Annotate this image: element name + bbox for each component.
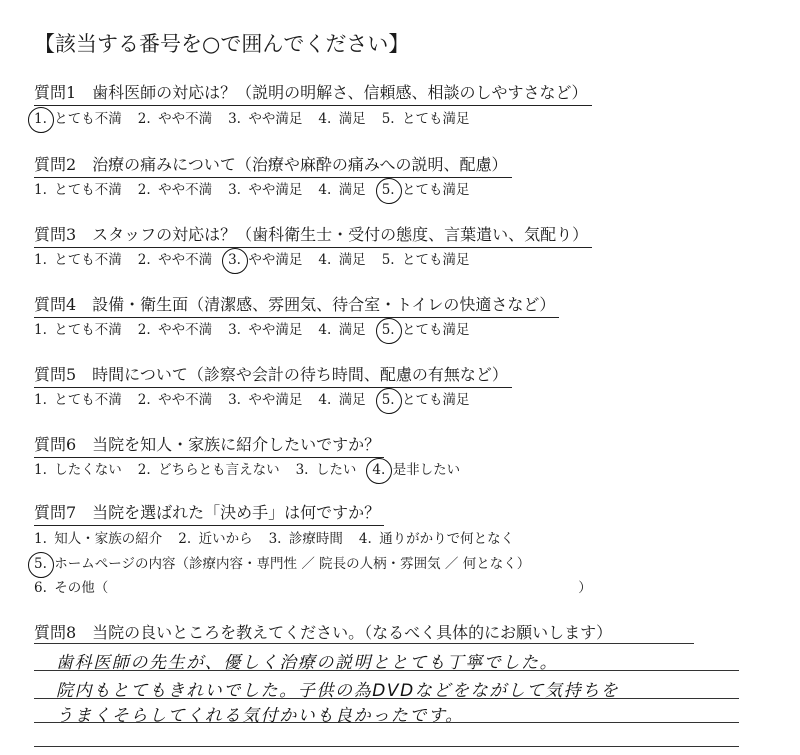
q5-option-5[interactable]: [382, 388, 470, 408]
q2-option-1[interactable]: [34, 178, 122, 198]
q1-option-3-number: 3.: [228, 111, 241, 127]
handwritten-answer-line-3: うまくそらしてくれる気付かいも良かったです。: [56, 706, 464, 726]
question-1-options: [34, 107, 485, 127]
q4-option-1[interactable]: [34, 318, 122, 338]
q4-option-4[interactable]: [318, 318, 365, 338]
q7-option-6-number: 6.: [34, 580, 47, 596]
q6-option-1[interactable]: [34, 458, 122, 478]
q5-option-2-label: やや不満: [158, 392, 213, 408]
q3-option-2-number: 2.: [137, 252, 151, 268]
q5-option-5-label: とても満足: [401, 392, 470, 408]
q5-option-1[interactable]: [34, 388, 122, 408]
q4-option-3[interactable]: [228, 318, 302, 338]
q3-option-2[interactable]: [138, 248, 212, 268]
q2-option-5[interactable]: [382, 178, 470, 198]
q2-option-3-label: やや満足: [248, 182, 303, 198]
q3-option-4[interactable]: [318, 248, 365, 268]
q7-option-3[interactable]: [269, 527, 343, 547]
q2-option-5-number: 5.: [382, 182, 398, 198]
answer-rule-5: [34, 746, 739, 747]
q5-option-4-label: 満足: [338, 392, 366, 408]
q1-option-1[interactable]: [34, 107, 122, 127]
q4-option-2[interactable]: [138, 318, 212, 338]
q2-option-3[interactable]: [228, 178, 302, 198]
q5-option-4[interactable]: [318, 388, 365, 408]
q1-option-3-label: やや満足: [248, 111, 303, 127]
answer-rule-1: [34, 643, 694, 644]
question-2-options: [34, 178, 485, 198]
q3-option-1-label: とても不満: [54, 252, 122, 268]
q7-option-6-close-paren: ）: [578, 580, 592, 596]
q3-option-5-number: 5.: [381, 252, 395, 268]
q6-option-3-label: したい: [315, 462, 357, 478]
question-4-heading: 質問4 設備・衛生面（清潔感、雰囲気、待合室・トイレの快適さなど）: [34, 292, 559, 318]
q2-option-1-label: とても不満: [54, 182, 122, 198]
q1-option-4-number: 4.: [318, 111, 332, 127]
q7-option-3-number: 3.: [268, 531, 282, 547]
q5-option-1-number: 1.: [34, 392, 47, 408]
q4-option-5-number: 5.: [382, 322, 398, 338]
question-5-options: [34, 388, 485, 408]
q7-option-5-number: 5.: [34, 556, 50, 572]
q7-option-4[interactable]: [359, 527, 514, 547]
q1-option-1-number: 1.: [34, 111, 50, 127]
q7-option-3-label: 診療時間: [288, 531, 343, 547]
question-4-options: [34, 318, 485, 338]
q4-option-5-label: とても満足: [401, 322, 470, 338]
question-7-options-row-3: [34, 576, 608, 596]
q2-option-4[interactable]: [318, 178, 365, 198]
q6-option-4-label: 是非したい: [392, 462, 461, 478]
q1-option-5-number: 5.: [381, 111, 395, 127]
q1-option-2-label: やや不満: [158, 111, 213, 127]
q7-option-2-label: 近いから: [198, 531, 253, 547]
q6-option-1-label: したくない: [54, 462, 122, 478]
q3-option-4-label: 満足: [338, 252, 366, 268]
q7-option-4-label: 通りがかりで何となく: [379, 531, 515, 547]
q3-option-5[interactable]: [382, 248, 470, 268]
q1-option-2[interactable]: [138, 107, 212, 127]
q5-option-3-number: 3.: [228, 392, 241, 408]
q7-option-2[interactable]: [178, 527, 252, 547]
q4-option-1-number: 1.: [34, 322, 47, 338]
q7-option-1-number: 1.: [34, 531, 47, 547]
q4-option-2-label: やや不満: [158, 322, 213, 338]
q7-option-6[interactable]: [34, 576, 592, 596]
q7-option-5-label: ホームページの内容（診療内容・専門性 ／ 院長の人柄・雰囲気 ／ 何となく）: [54, 556, 531, 572]
question-6-heading: 質問6 当院を知人・家族に紹介したいですか？: [34, 432, 384, 458]
question-2-heading: 質問2 治療の痛みについて（治療や麻酔の痛みへの説明、配慮）: [34, 152, 512, 178]
q1-option-4[interactable]: [318, 107, 365, 127]
q3-option-4-number: 4.: [318, 252, 332, 268]
q4-option-4-label: 満足: [338, 322, 366, 338]
q7-option-1-label: 知人・家族の紹介: [54, 531, 163, 547]
q4-option-2-number: 2.: [137, 322, 151, 338]
question-1-heading: 質問1 歯科医師の対応は？（説明の明解さ、信頼感、相談のしやすさなど）: [34, 80, 592, 106]
question-5-heading: 質問5 時間について（診察や会計の待ち時間、配慮の有無など）: [34, 362, 512, 388]
handwritten-answer-line-1: 歯科医師の先生が、優しく治療の説明ととても丁寧でした。: [56, 653, 559, 673]
question-8-heading: 質問8 当院の良いところを教えてください。（なるべく具体的にお願いします）: [34, 623, 613, 642]
q1-option-5-label: とても満足: [401, 111, 470, 127]
q6-option-3[interactable]: [296, 458, 357, 478]
q5-option-2-number: 2.: [137, 392, 151, 408]
q3-option-3-number: 3.: [228, 252, 244, 268]
q4-option-4-number: 4.: [318, 322, 332, 338]
q1-option-2-number: 2.: [137, 111, 151, 127]
q4-option-1-label: とても不満: [54, 322, 122, 338]
question-7-options-row-2: [34, 552, 546, 572]
q1-option-3[interactable]: [228, 107, 302, 127]
q1-option-5[interactable]: [382, 107, 470, 127]
handwritten-answer-line-2: 院内もとてもきれいでした。子供の為DVDなどをながして気持ちを: [56, 681, 620, 701]
q6-option-3-number: 3.: [295, 462, 309, 478]
q4-option-3-label: やや満足: [248, 322, 303, 338]
q7-option-1[interactable]: [34, 527, 162, 547]
q6-option-1-number: 1.: [34, 462, 47, 478]
q2-option-5-label: とても満足: [401, 182, 470, 198]
question-6-options: [34, 458, 476, 478]
q6-option-2-label: どちらとも言えない: [158, 462, 280, 478]
q5-option-3-label: やや満足: [248, 392, 303, 408]
q5-option-1-label: とても不満: [54, 392, 122, 408]
q3-option-1[interactable]: [34, 248, 122, 268]
q2-option-3-number: 3.: [228, 182, 241, 198]
q3-option-2-label: やや不満: [158, 252, 213, 268]
q2-option-2-label: やや不満: [158, 182, 213, 198]
question-3-options: [34, 248, 485, 268]
q5-option-4-number: 4.: [318, 392, 332, 408]
q7-option-6-label: その他（: [54, 580, 109, 596]
q7-option-4-number: 4.: [358, 531, 372, 547]
q2-option-2[interactable]: [138, 178, 212, 198]
q3-option-5-label: とても満足: [401, 252, 470, 268]
q4-option-3-number: 3.: [228, 322, 241, 338]
q6-option-2-number: 2.: [137, 462, 151, 478]
q2-option-2-number: 2.: [137, 182, 151, 198]
q6-option-4-number: 4.: [372, 462, 388, 478]
question-7-heading: 質問7 当院を選ばれた「決め手」は何ですか？: [34, 500, 384, 526]
q2-option-1-number: 1.: [34, 182, 47, 198]
page-title: 【該当する番号を○で囲んでください】: [34, 32, 410, 56]
q6-option-4[interactable]: [372, 458, 460, 478]
q3-option-3[interactable]: [228, 248, 302, 268]
question-3-heading: 質問3 スタッフの対応は？（歯科衛生士・受付の態度、言葉遣い、気配り）: [34, 222, 592, 248]
q5-option-2[interactable]: [138, 388, 212, 408]
q7-option-5[interactable]: [34, 552, 530, 572]
q3-option-1-number: 1.: [34, 252, 47, 268]
q7-option-2-number: 2.: [178, 531, 192, 547]
q1-option-4-label: 満足: [338, 111, 366, 127]
q4-option-5[interactable]: [382, 318, 470, 338]
q6-option-2[interactable]: [138, 458, 280, 478]
q3-option-3-label: やや満足: [248, 252, 303, 268]
q2-option-4-number: 4.: [318, 182, 332, 198]
q5-option-5-number: 5.: [382, 392, 398, 408]
q5-option-3[interactable]: [228, 388, 302, 408]
q1-option-1-label: とても不満: [54, 111, 122, 127]
q2-option-4-label: 満足: [338, 182, 366, 198]
question-7-options-row-1: [34, 527, 530, 547]
